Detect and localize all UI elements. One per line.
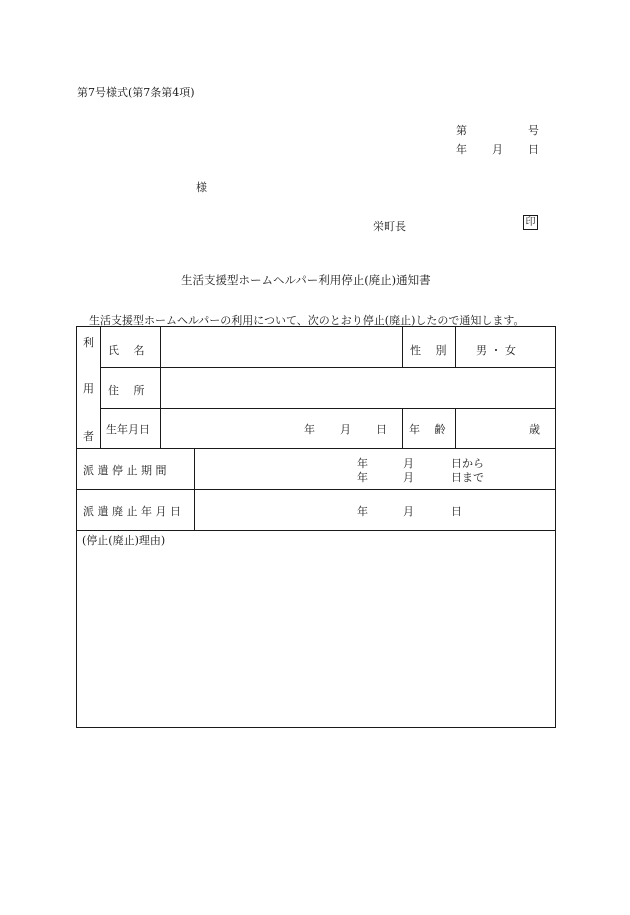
sex-options: 男 ・ 女 xyxy=(476,344,516,357)
col-divider xyxy=(402,327,403,368)
issuer-mayor: 栄町長 xyxy=(373,220,406,233)
notice-table xyxy=(76,326,556,728)
row-divider xyxy=(101,408,556,409)
birth-year: 年 xyxy=(304,423,315,436)
reason-label: (停止(廃止)理由) xyxy=(82,534,166,547)
abolition-day: 日 xyxy=(451,505,462,518)
intro-sentence: 生活支援型ホームヘルパーの利用について、次のとおり停止(廃止)したので通知します。 xyxy=(89,314,525,327)
col-divider xyxy=(100,327,101,448)
document-number-prefix: 第 xyxy=(456,124,467,137)
abolition-year: 年 xyxy=(357,505,368,518)
address-label: 住 所 xyxy=(108,384,145,397)
issue-date-day: 日 xyxy=(528,143,539,156)
col-divider xyxy=(455,327,456,368)
period-to-year: 年 xyxy=(357,471,368,484)
col-divider xyxy=(194,448,195,530)
period-to-day: 日まで xyxy=(451,471,484,484)
period-from-month: 月 xyxy=(403,457,414,470)
sex-label: 性 別 xyxy=(410,344,447,357)
period-from-day: 日から xyxy=(451,457,484,470)
issue-date-month: 月 xyxy=(492,143,503,156)
row-divider xyxy=(77,530,555,531)
period-from-year: 年 xyxy=(357,457,368,470)
document-title: 生活支援型ホームヘルパー利用停止(廃止)通知書 xyxy=(181,273,431,287)
age-label: 年 齢 xyxy=(409,423,446,436)
abolition-date-label: 派 遣 廃 止 年 月 日 xyxy=(83,505,181,518)
birth-month: 月 xyxy=(340,423,351,436)
age-unit: 歳 xyxy=(529,423,540,436)
seal-stamp-box: 印 xyxy=(523,215,538,230)
birth-date-label: 生年月日 xyxy=(106,423,150,436)
addressee-honorific: 様 xyxy=(196,181,207,194)
suspension-period-label: 派 遣 停 止 期 間 xyxy=(83,464,167,477)
col-divider xyxy=(160,327,161,448)
row-divider xyxy=(77,489,555,490)
birth-day: 日 xyxy=(376,423,387,436)
col-divider xyxy=(455,408,456,449)
row-divider xyxy=(101,367,556,368)
user-label-char: 利 xyxy=(83,336,94,349)
document-number-suffix: 号 xyxy=(528,124,539,137)
row-divider xyxy=(77,448,555,449)
col-divider xyxy=(402,408,403,449)
issue-date-year: 年 xyxy=(456,143,467,156)
form-number: 第7号様式(第7条第4項) xyxy=(77,86,195,99)
abolition-month: 月 xyxy=(403,505,414,518)
period-to-month: 月 xyxy=(403,471,414,484)
name-label: 氏 名 xyxy=(108,344,145,357)
user-label-char: 用 xyxy=(83,382,94,395)
user-label-char: 者 xyxy=(83,430,94,443)
